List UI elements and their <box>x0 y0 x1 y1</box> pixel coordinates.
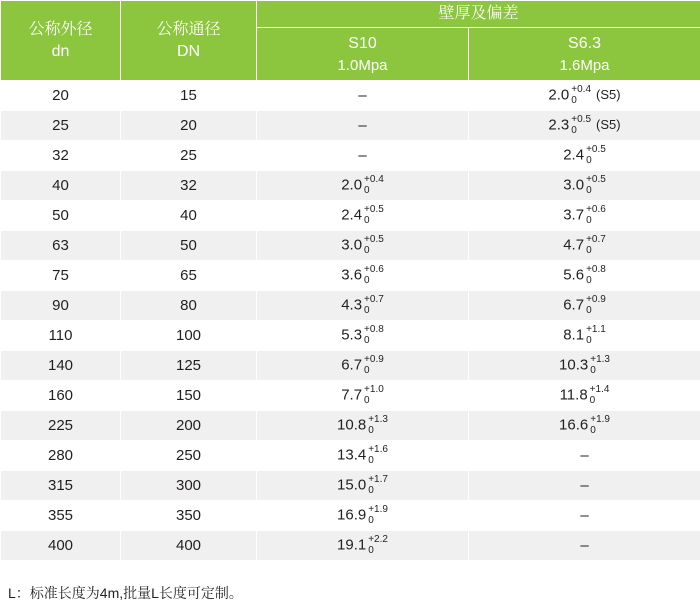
cell-outer-diameter: 50 <box>1 201 121 231</box>
cell-wall-thickness-s10 <box>257 381 469 411</box>
cell-wall-thickness-s10 <box>257 81 469 111</box>
header-s63-label: S6.3 <box>469 32 700 55</box>
cell-wall-thickness-s63 <box>469 111 700 141</box>
cell-nominal-diameter: 50 <box>121 231 257 261</box>
cell-nominal-diameter: 150 <box>121 381 257 411</box>
table-body <box>1 81 700 561</box>
tolerance-upper: +0.5 <box>571 115 591 125</box>
value-with-tolerance <box>337 505 388 526</box>
tolerance <box>571 85 591 106</box>
tolerance <box>590 355 610 376</box>
cell-wall-thickness-s63 <box>469 231 700 261</box>
table-row <box>1 441 700 471</box>
table-row <box>1 351 700 381</box>
cell-wall-thickness-s10 <box>257 471 469 501</box>
cell-outer-diameter: 160 <box>1 381 121 411</box>
cell-nominal-diameter: 300 <box>121 471 257 501</box>
cell-wall-thickness-s63 <box>469 291 700 321</box>
tolerance-upper: +1.7 <box>368 475 388 485</box>
cell-nominal-diameter: 350 <box>121 501 257 531</box>
tolerance <box>586 325 606 346</box>
value-with-tolerance <box>559 355 610 376</box>
table-row <box>1 501 700 531</box>
tolerance-upper: +1.1 <box>586 325 606 335</box>
table-row <box>1 201 700 231</box>
value-with-tolerance <box>559 415 610 436</box>
tolerance-lower: 0 <box>586 276 606 286</box>
cell-wall-thickness-s10 <box>257 531 469 561</box>
value-number: 10.8 <box>337 416 366 433</box>
tolerance <box>586 175 606 196</box>
tolerance-upper: +2.2 <box>368 535 388 545</box>
tolerance-upper: +1.4 <box>590 385 610 395</box>
value-number: 4.3 <box>341 296 362 313</box>
tolerance-upper: +0.4 <box>364 175 384 185</box>
value-dash: – <box>580 507 588 524</box>
value-with-tolerance <box>341 385 384 406</box>
cell-wall-thickness-s10 <box>257 171 469 201</box>
value-number: 3.0 <box>563 176 584 193</box>
value-number: 19.1 <box>337 536 366 553</box>
tolerance <box>586 145 606 166</box>
tolerance <box>590 415 610 436</box>
tolerance-lower: 0 <box>586 336 606 346</box>
value-with-tolerance <box>337 415 388 436</box>
value-with-tolerance <box>341 205 384 226</box>
tolerance-upper: +0.6 <box>586 205 606 215</box>
cell-wall-thickness-s63 <box>469 351 700 381</box>
value-with-tolerance <box>341 325 384 346</box>
tolerance-lower: 0 <box>368 456 388 466</box>
value-dash: – <box>580 447 588 464</box>
tolerance <box>586 265 606 286</box>
tolerance-lower: 0 <box>364 306 384 316</box>
value-dash: – <box>580 537 588 554</box>
tolerance-upper: +0.7 <box>364 295 384 305</box>
value-dash: – <box>358 87 366 104</box>
tolerance-upper: +1.3 <box>590 355 610 365</box>
value-number: 15.0 <box>337 476 366 493</box>
tolerance-upper: +1.9 <box>590 415 610 425</box>
tolerance-lower: 0 <box>586 306 606 316</box>
table-row <box>1 381 700 411</box>
tolerance-lower: 0 <box>368 546 388 556</box>
tolerance-lower: 0 <box>590 396 610 406</box>
value-number: 2.3 <box>548 116 569 133</box>
cell-wall-thickness-s10 <box>257 321 469 351</box>
header-series-s63 <box>469 28 700 81</box>
header-od-line1: 公称外径 <box>28 21 92 38</box>
header-dn-line1: 公称通径 <box>156 21 220 38</box>
cell-wall-thickness-s10 <box>257 501 469 531</box>
value-with-tolerance <box>563 265 606 286</box>
tolerance <box>590 385 610 406</box>
length-note: L：标准长度为4m,批量L长度可定制。 <box>0 561 700 604</box>
value-number: 3.6 <box>341 266 362 283</box>
cell-wall-thickness-s63 <box>469 441 700 471</box>
tolerance <box>368 535 388 556</box>
cell-wall-thickness-s63 <box>469 471 700 501</box>
tolerance-upper: +1.3 <box>368 415 388 425</box>
cell-outer-diameter: 315 <box>1 471 121 501</box>
tolerance <box>368 415 388 436</box>
cell-outer-diameter: 40 <box>1 171 121 201</box>
tolerance-upper: +0.7 <box>586 235 606 245</box>
cell-nominal-diameter: 250 <box>121 441 257 471</box>
tolerance <box>586 295 606 316</box>
value-number: 8.1 <box>563 326 584 343</box>
cell-nominal-diameter: 20 <box>121 111 257 141</box>
tolerance-upper: +0.4 <box>571 85 591 95</box>
cell-outer-diameter: 225 <box>1 411 121 441</box>
value-dash: – <box>358 117 366 134</box>
tolerance-lower: 0 <box>368 516 388 526</box>
table-header <box>1 1 700 81</box>
value-number: 2.4 <box>563 146 584 163</box>
cell-wall-thickness-s63 <box>469 411 700 441</box>
header-nominal-outer-diameter <box>1 1 121 81</box>
value-with-tolerance <box>563 325 606 346</box>
value-number: 11.8 <box>560 386 588 403</box>
value-with-tolerance <box>341 235 384 256</box>
cell-wall-thickness-s63 <box>469 171 700 201</box>
value-number: 3.7 <box>563 206 584 223</box>
tolerance-lower: 0 <box>571 126 591 136</box>
value-dash: – <box>580 477 588 494</box>
value-number: 2.4 <box>341 206 362 223</box>
tolerance <box>364 175 384 196</box>
tolerance <box>586 205 606 226</box>
cell-outer-diameter: 20 <box>1 81 121 111</box>
value-with-tolerance <box>563 295 606 316</box>
value-with-tolerance <box>563 175 606 196</box>
header-nominal-diameter <box>121 1 257 81</box>
cell-nominal-diameter: 65 <box>121 261 257 291</box>
cell-wall-thickness-s63 <box>469 501 700 531</box>
cell-outer-diameter: 140 <box>1 351 121 381</box>
cell-wall-thickness-s63 <box>469 321 700 351</box>
tolerance-lower: 0 <box>364 336 384 346</box>
value-with-tolerance <box>560 385 610 406</box>
header-series-s10 <box>257 28 469 81</box>
value-with-tolerance <box>563 205 606 226</box>
tolerance-upper: +0.6 <box>364 265 384 275</box>
tolerance-upper: +0.8 <box>364 325 384 335</box>
tolerance-upper: +1.6 <box>368 445 388 455</box>
cell-nominal-diameter: 100 <box>121 321 257 351</box>
tolerance-upper: +0.8 <box>586 265 606 275</box>
tolerance-lower: 0 <box>586 156 606 166</box>
value-with-tolerance <box>341 295 384 316</box>
cell-wall-thickness-s63 <box>469 381 700 411</box>
tolerance-lower: 0 <box>368 426 388 436</box>
header-dn-line2: DN <box>177 43 200 60</box>
cell-outer-diameter: 25 <box>1 111 121 141</box>
value-with-tolerance <box>548 115 620 136</box>
tolerance <box>364 355 384 376</box>
value-with-tolerance <box>341 175 384 196</box>
tolerance <box>364 325 384 346</box>
tolerance-lower: 0 <box>364 366 384 376</box>
value-with-tolerance <box>548 85 620 106</box>
tolerance <box>368 475 388 496</box>
cell-wall-thickness-s63 <box>469 201 700 231</box>
value-with-tolerance <box>563 145 606 166</box>
cell-wall-thickness-s63 <box>469 141 700 171</box>
value-dash: – <box>358 147 366 164</box>
table-row <box>1 141 700 171</box>
cell-outer-diameter: 400 <box>1 531 121 561</box>
value-number: 6.7 <box>563 296 584 313</box>
cell-wall-thickness-s10 <box>257 201 469 231</box>
cell-outer-diameter: 90 <box>1 291 121 321</box>
tolerance-lower: 0 <box>590 426 610 436</box>
table-row <box>1 231 700 261</box>
value-with-tolerance <box>337 445 388 466</box>
table-row <box>1 411 700 441</box>
cell-outer-diameter: 75 <box>1 261 121 291</box>
tolerance-upper: +1.0 <box>364 385 384 395</box>
cell-wall-thickness-s10 <box>257 411 469 441</box>
value-with-tolerance <box>337 475 388 496</box>
tolerance-lower: 0 <box>590 366 610 376</box>
cell-outer-diameter: 110 <box>1 321 121 351</box>
cell-wall-thickness-s63 <box>469 81 700 111</box>
header-wall-thickness-group: 壁厚及偏差 <box>257 1 700 28</box>
cell-wall-thickness-s10 <box>257 351 469 381</box>
table-row <box>1 471 700 501</box>
tolerance <box>364 385 384 406</box>
tolerance-lower: 0 <box>364 276 384 286</box>
value-number: 3.0 <box>341 236 362 253</box>
value-number: 2.0 <box>548 86 569 103</box>
tolerance <box>368 505 388 526</box>
tolerance-lower: 0 <box>364 186 384 196</box>
cell-wall-thickness-s63 <box>469 261 700 291</box>
table-row <box>1 321 700 351</box>
tolerance-upper: +0.5 <box>364 235 384 245</box>
value-number: 10.3 <box>559 356 588 373</box>
value-number: 16.9 <box>337 506 366 523</box>
header-s10-pressure: 1.0Mpa <box>257 55 468 77</box>
cell-nominal-diameter: 80 <box>121 291 257 321</box>
table-row <box>1 111 700 141</box>
tolerance-lower: 0 <box>586 216 606 226</box>
table-row <box>1 171 700 201</box>
value-number: 4.7 <box>563 236 584 253</box>
cell-wall-thickness-s10 <box>257 261 469 291</box>
value-with-tolerance <box>337 535 388 556</box>
tolerance-upper: +0.5 <box>364 205 384 215</box>
table-row <box>1 291 700 321</box>
header-s10-label: S10 <box>257 32 468 55</box>
cell-nominal-diameter: 400 <box>121 531 257 561</box>
tolerance <box>571 115 591 136</box>
value-number: 2.0 <box>341 176 362 193</box>
table-row <box>1 81 700 111</box>
tolerance <box>364 265 384 286</box>
cell-nominal-diameter: 15 <box>121 81 257 111</box>
cell-nominal-diameter: 200 <box>121 411 257 441</box>
table-row <box>1 261 700 291</box>
table-row <box>1 531 700 561</box>
cell-wall-thickness-s10 <box>257 111 469 141</box>
tolerance <box>364 235 384 256</box>
tolerance-lower: 0 <box>571 96 591 106</box>
tolerance <box>586 235 606 256</box>
cell-wall-thickness-s10 <box>257 441 469 471</box>
tolerance-upper: +0.5 <box>586 175 606 185</box>
value-with-tolerance <box>341 355 384 376</box>
value-number: 13.4 <box>337 446 366 463</box>
cell-wall-thickness-s63 <box>469 531 700 561</box>
tolerance-upper: +1.9 <box>368 505 388 515</box>
tolerance <box>364 205 384 226</box>
header-s63-pressure: 1.6Mpa <box>469 55 700 77</box>
tolerance-lower: 0 <box>364 396 384 406</box>
tolerance-upper: +0.9 <box>364 355 384 365</box>
cell-nominal-diameter: 40 <box>121 201 257 231</box>
cell-wall-thickness-s10 <box>257 141 469 171</box>
value-number: 7.7 <box>341 386 362 403</box>
cell-nominal-diameter: 125 <box>121 351 257 381</box>
cell-outer-diameter: 32 <box>1 141 121 171</box>
value-series-note: (S5) <box>596 117 621 132</box>
header-od-line2: dn <box>52 43 70 60</box>
cell-wall-thickness-s10 <box>257 231 469 261</box>
value-number: 6.7 <box>341 356 362 373</box>
header-row-1 <box>1 1 700 28</box>
tolerance-upper: +0.9 <box>586 295 606 305</box>
tolerance <box>364 295 384 316</box>
tolerance-lower: 0 <box>586 246 606 256</box>
value-with-tolerance <box>341 265 384 286</box>
tolerance-lower: 0 <box>364 216 384 226</box>
value-number: 16.6 <box>559 416 588 433</box>
tolerance <box>368 445 388 466</box>
value-number: 5.6 <box>563 266 584 283</box>
value-number: 5.3 <box>341 326 362 343</box>
tolerance-lower: 0 <box>364 246 384 256</box>
cell-outer-diameter: 63 <box>1 231 121 261</box>
value-with-tolerance <box>563 235 606 256</box>
cell-wall-thickness-s10 <box>257 291 469 321</box>
value-series-note: (S5) <box>596 87 621 102</box>
cell-outer-diameter: 280 <box>1 441 121 471</box>
tolerance-lower: 0 <box>586 186 606 196</box>
cell-nominal-diameter: 32 <box>121 171 257 201</box>
tolerance-lower: 0 <box>368 486 388 496</box>
cell-nominal-diameter: 25 <box>121 141 257 171</box>
cell-outer-diameter: 355 <box>1 501 121 531</box>
tolerance-upper: +0.5 <box>586 145 606 155</box>
